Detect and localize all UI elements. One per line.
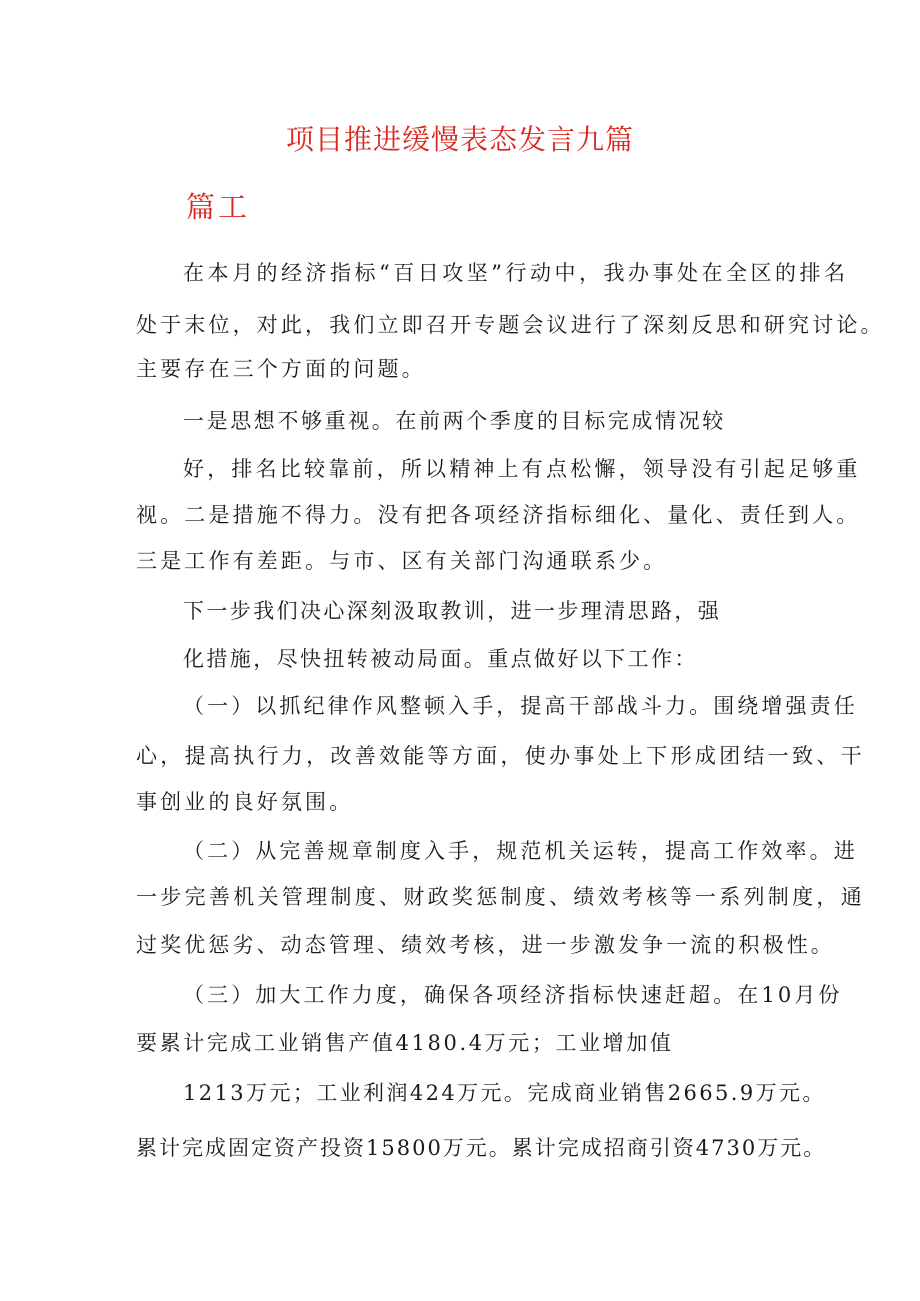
paragraph-line: 过奖优惩劣、动态管理、绩效考核，进一步激发争一流的积极性。 <box>136 933 835 957</box>
paragraph-line: 累计完成固定资产投资15800万元。累计完成招商引资4730万元。 <box>136 1136 827 1160</box>
paragraph-line: （一）以抓纪律作风整顿入手，提高干部战斗力。围绕增强责任 <box>183 694 858 718</box>
paragraph-line: （三）加大工作力度，确保各项经济指标快速赶超。在10月份 <box>183 983 843 1007</box>
section-heading: 篇工 <box>186 190 251 224</box>
paragraph-line: 在本月的经济指标“百日攻坚”行动中，我办事处在全区的排名 <box>183 261 849 285</box>
paragraph-line: 视。二是措施不得力。没有把各项经济指标细化、量化、责任到人。 <box>136 503 861 527</box>
paragraph-line: 事创业的良好氛围。 <box>136 790 354 814</box>
paragraph-line: 一是思想不够重视。在前两个季度的目标完成情况较 <box>183 409 726 433</box>
paragraph-line: （二）从完善规章制度入手，规范机关运转，提高工作效率。进 <box>183 839 858 863</box>
paragraph-line: 下一步我们决心深刻汲取教训，进一步理清思路，强 <box>183 599 722 623</box>
paragraph-line: 要累计完成工业销售产值4180.4万元；工业增加值 <box>136 1031 674 1055</box>
paragraph-line: 处于末位，对此，我们立即召开专题会议进行了深刻反思和研究讨论。 <box>136 313 885 337</box>
paragraph-line: 三是工作有差距。与市、区有关部门沟通联系少。 <box>136 549 668 573</box>
paragraph-line: 主要存在三个方面的问题。 <box>136 357 426 381</box>
paragraph-line: 好，排名比较靠前，所以精神上有点松懈，领导没有引起足够重 <box>183 457 861 481</box>
document-title: 项目推进缓慢表态发言九篇 <box>285 123 634 156</box>
paragraph-line: 1213万元；工业利润424万元。完成商业销售2665.9万元。 <box>183 1081 826 1105</box>
paragraph-line: 心，提高执行力，改善效能等方面，使办事处上下形成团结一致、干 <box>136 744 865 768</box>
paragraph-line: 化措施，尽快扭转被动局面。重点做好以下工作： <box>183 647 698 671</box>
paragraph-line: 一步完善机关管理制度、财政奖惩制度、绩效考核等一系列制度，通 <box>136 885 865 909</box>
